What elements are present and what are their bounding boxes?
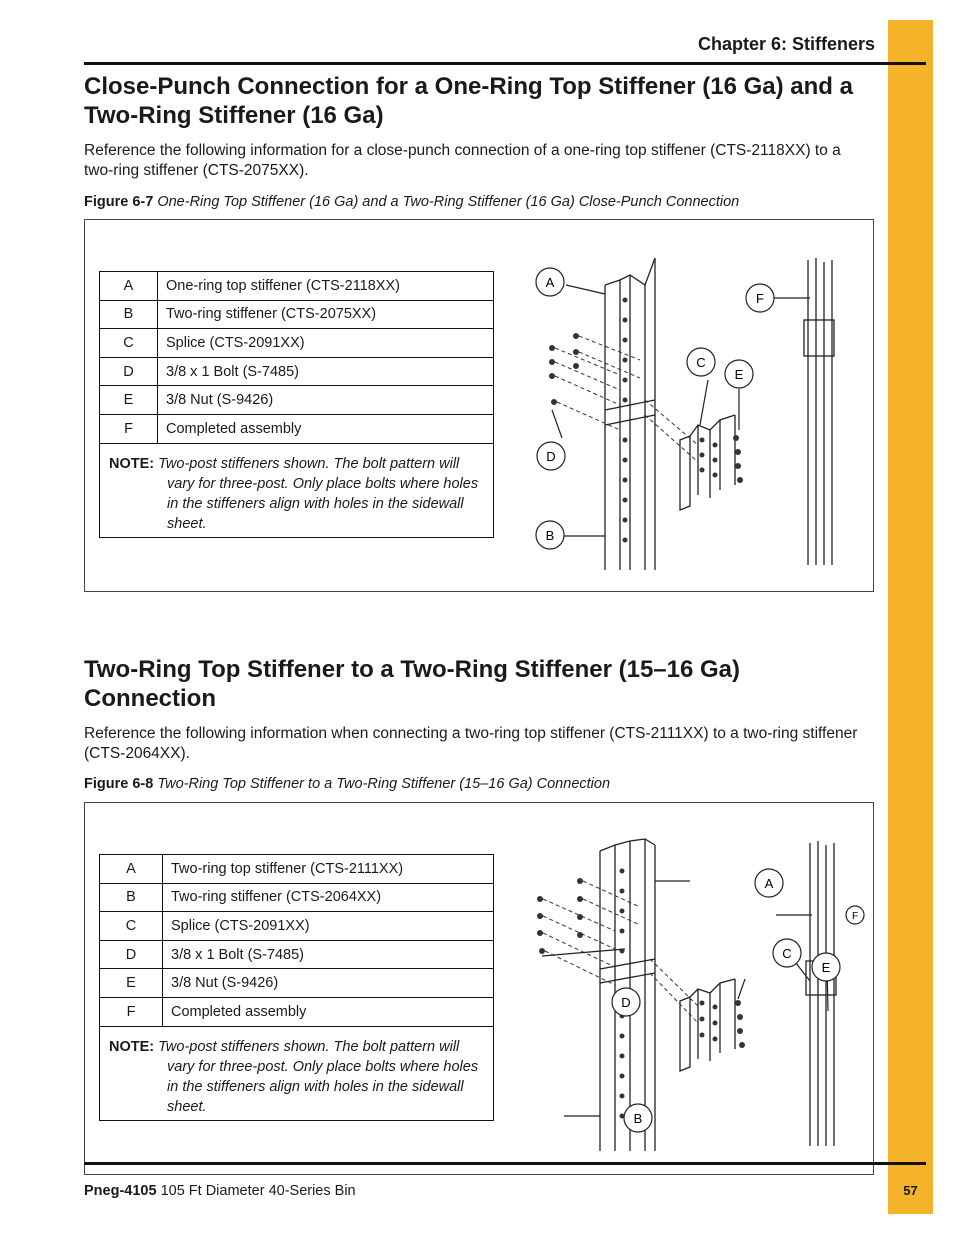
figure-6-8-caption xyxy=(84,776,874,792)
callout-a: A xyxy=(545,275,555,290)
figure-title: Two-Ring Top Stiffener to a Two-Ring Stiffener (15–16 Ga) Connection xyxy=(157,776,611,792)
footer-rule xyxy=(84,1162,926,1165)
figure-title: One-Ring Top Stiffener (16 Ga) and a Two-Ring Stiffener (16 Ga) Close-Punch Connection xyxy=(157,194,740,210)
callout-f: F xyxy=(756,291,764,306)
legend-row: D 3/8 x 1 Bolt (S-7485) xyxy=(100,940,494,969)
callout-c: C xyxy=(782,946,792,961)
section2-title: Two-Ring Top Stiffener to a Two-Ring Stiffener (15–16 Ga) Connection xyxy=(84,656,741,712)
legend-row: E 3/8 Nut (S-9426) xyxy=(100,969,494,998)
figure-6-8-box xyxy=(84,802,874,1175)
note: NOTE: Two-post stiffeners shown. The bolt pattern will vary for three-post. Only place bolts where holes in the stiffeners align with holes in the sidewall sheet. xyxy=(100,443,494,537)
callout-d: D xyxy=(546,449,556,464)
chapter-heading: Chapter 6: Stiffeners xyxy=(697,34,875,54)
doc-title: 105 Ft Diameter 40-Series Bin xyxy=(160,1183,356,1199)
doc-id: Pneg-4105 xyxy=(84,1183,157,1199)
callout-b: B xyxy=(633,1111,643,1126)
legend-row: B Two-ring stiffener (CTS-2064XX) xyxy=(100,883,494,912)
stiffener-exploded-diagram xyxy=(520,831,865,1156)
section2-intro: Reference the following information when connecting a two-ring top stiffener (CTS-2111XX) to a two-ring stiffener (CTS-2064XX). xyxy=(84,725,858,762)
callout-f: F xyxy=(851,911,859,922)
callout-e: E xyxy=(734,367,744,382)
callout-a: A xyxy=(764,876,774,891)
stiffener-exploded-diagram xyxy=(520,240,865,570)
footer-doc xyxy=(84,1183,356,1199)
figure-label: Figure 6-8 xyxy=(84,776,154,792)
callout-b: B xyxy=(545,528,555,543)
legend-row: C Splice (CTS-2091XX) xyxy=(100,329,494,358)
legend-row: F Completed assembly xyxy=(100,414,494,443)
legend-table xyxy=(99,854,494,1121)
legend-table xyxy=(99,271,494,538)
legend-row: F Completed assembly xyxy=(100,997,494,1026)
legend-row: C Splice (CTS-2091XX) xyxy=(100,912,494,941)
figure-6-7-box xyxy=(84,219,874,592)
callout-d: D xyxy=(621,995,631,1010)
figure-label: Figure 6-7 xyxy=(84,194,154,210)
legend-row: A Two-ring top stiffener (CTS-2111XX) xyxy=(100,855,494,884)
callout-e: E xyxy=(821,960,831,975)
legend-row: B Two-ring stiffener (CTS-2075XX) xyxy=(100,300,494,329)
legend-row: A One-ring top stiffener (CTS-2118XX) xyxy=(100,272,494,301)
legend-row: E 3/8 Nut (S-9426) xyxy=(100,386,494,415)
section1-title: Close-Punch Connection for a One-Ring Top Stiffener (16 Ga) and a Two-Ring Stiffener (16 Ga) xyxy=(84,73,853,129)
section1-intro: Reference the following information for a close-punch connection of a one-ring top stiffener (CTS-2118XX) to a two-ring stiffener (CTS-2075XX). xyxy=(84,142,841,179)
header-rule xyxy=(84,62,926,65)
figure-6-7-caption xyxy=(84,194,874,210)
note: NOTE: Two-post stiffeners shown. The bolt pattern will vary for three-post. Only place bolts where holes in the stiffeners align with holes in the sidewall sheet. xyxy=(100,1026,494,1120)
chapter-side-tab xyxy=(888,20,933,1214)
callout-c: C xyxy=(696,355,706,370)
page-number: 57 xyxy=(903,1183,918,1198)
legend-row: D 3/8 x 1 Bolt (S-7485) xyxy=(100,357,494,386)
